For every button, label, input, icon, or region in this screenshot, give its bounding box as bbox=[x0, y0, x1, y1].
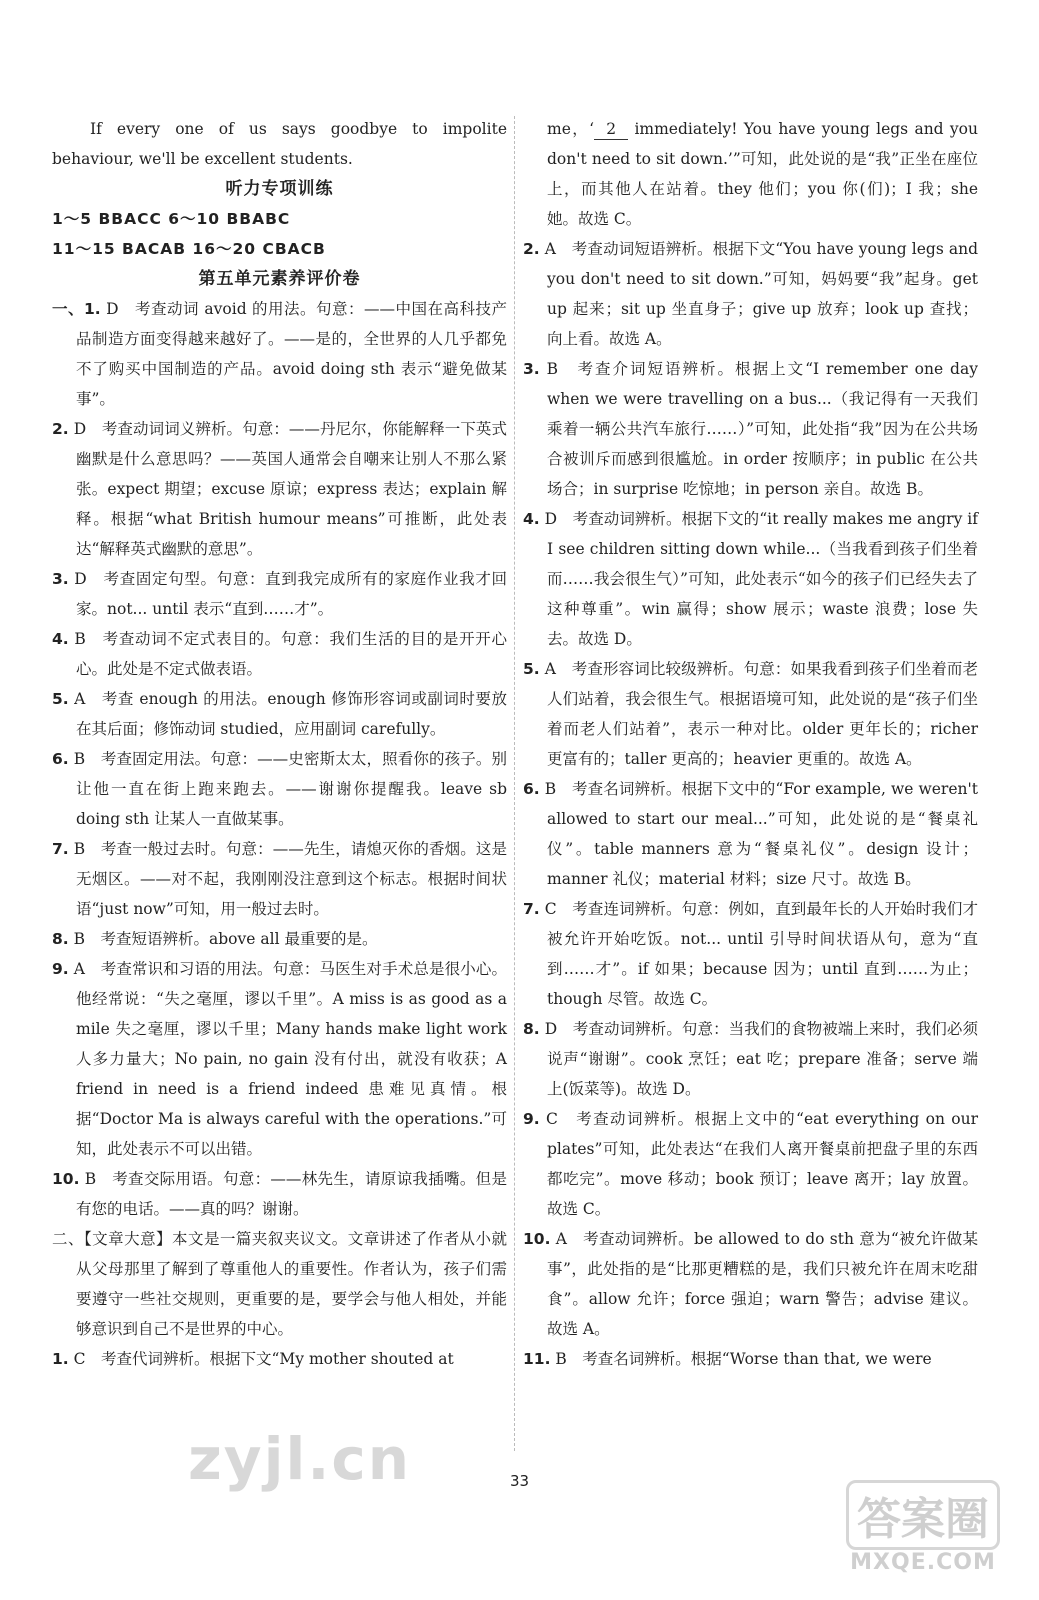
item-text: A 考查形容词比较级辨析。句意：如果我看到孩子们坐着而老人们站着，我会很生气。根据语境可知，此处说的是“孩子们坐着而老人们站着”，表示一种对比。older 更年长的；richer 更富有的；taller 更高的；heavier 更重的。故选 A。 bbox=[544, 660, 978, 768]
item-number: 一、1. bbox=[52, 300, 101, 318]
item-number: 3. bbox=[52, 570, 69, 588]
unit5-heading: 第五单元素养评价卷 bbox=[198, 269, 361, 289]
item-text: C 考查连词辨析。句意：例如，直到最年长的人开始时我们才被允许开始吃饭。not... until 引导时间状语从句，意为“直到……才”。if 如果；because 因为；until 直到……为止；though 尽管。故选 C。 bbox=[544, 900, 978, 1008]
item-text: B 考查介词短语辨析。根据上文“I remember one day when we were travelling on a bus...（我记得有一天我们乘着一辆公共汽车旅行……）”可知，此处指“我”因为在公共场合被训斥而感到很尴尬。in order 按顺序；in public 在公共场合；in surprise 吃惊地；in person 亲自。故选 B。 bbox=[546, 360, 978, 498]
answer-item bbox=[52, 684, 507, 744]
column-divider bbox=[514, 116, 515, 1451]
item-text: A 考查常识和习语的用法。句意：马医生对手术总是很小心。他经常说：“失之毫厘，谬以千里”。A miss is as good as a mile 失之毫厘，谬以千里；Many hands make light work 人多力量大；No pain, no gain 没有付出，就没有收获；A friend in need is a friend indeed 患难见真情。根据“Doctor Ma is always careful with the operations.”可知，此处表示不可以出错。 bbox=[73, 960, 507, 1158]
item-number: 4. bbox=[52, 630, 69, 648]
item-number: 2. bbox=[52, 420, 69, 438]
continued-text-start: me，‘ bbox=[547, 120, 595, 138]
item-text: B 考查固定用法。句意：——史密斯太太，照看你的孩子。别让他一直在街上跑来跑去。——谢谢你提醒我。leave sb doing sth 让某人一直做某事。 bbox=[73, 750, 507, 828]
item-number: 10. bbox=[523, 1230, 551, 1248]
answer-item bbox=[52, 924, 507, 954]
answer-item bbox=[52, 1164, 507, 1224]
item-text: B 考查名词辨析。根据“Worse than that, we were bbox=[555, 1350, 932, 1368]
item-number: 6. bbox=[52, 750, 69, 768]
item-number: 3. bbox=[523, 360, 540, 378]
item-text: A 考查动词短语辨析。根据下文“You have young legs and you don't need to sit down.”可知，妈妈要“我”起身。get up 起来；sit up 坐直身子；give up 放弃；look up 查找；向上看。故选 A。 bbox=[544, 240, 978, 348]
item-text: B 考查短语辨析。above all 最重要的是。 bbox=[73, 930, 378, 948]
answer-item bbox=[52, 954, 507, 1164]
item-number: 9. bbox=[52, 960, 69, 978]
part2-item-1 bbox=[52, 1344, 507, 1374]
answer-item bbox=[523, 504, 978, 654]
item-text: B 考查交际用语。句意：——林先生，请原谅我插嘴。但是有您的电话。——真的吗？谢谢。 bbox=[76, 1170, 507, 1218]
item-text: D 考查固定句型。句意：直到我完成所有的家庭作业我才回家。not... until 表示“直到……才”。 bbox=[74, 570, 507, 618]
item-number: 2. bbox=[523, 240, 540, 258]
item-number: 7. bbox=[523, 900, 540, 918]
item-text: D 考查动词辨析。根据下文的“it really makes me angry if I see children sitting down while...（当我看到孩子们坐着而……我会很生气）”可知，此处表示“如今的孩子们已经失去了这种尊重”。win 赢得；show 展示；waste 浪费；lose 失去。故选 D。 bbox=[544, 510, 978, 648]
answer-item bbox=[523, 654, 978, 774]
answer-item bbox=[523, 1344, 978, 1374]
item-text: C 考查动词辨析。根据上文中的“eat everything on our plates”可知，此处表达“在我们人离开餐桌前把盘子里的东西都吃完”。move 移动；book 预订；leave 离开；lay 放置。故选 C。 bbox=[546, 1110, 978, 1218]
item-number: 4. bbox=[523, 510, 540, 528]
item-number: 9. bbox=[523, 1110, 540, 1128]
continued-text-end: immediately! You have young legs and you don't need to sit down.’”可知，此处说的是“我”正坐在座位上，而其他人在站着。they 他们；you 你(们)；I 我；she 她。故选 C。 bbox=[547, 120, 978, 228]
item-number: 11. bbox=[523, 1350, 551, 1368]
item-number: 6. bbox=[523, 780, 540, 798]
answer-item bbox=[52, 834, 507, 924]
item-text: C 考查代词辨析。根据下文“My mother shouted at bbox=[73, 1350, 454, 1368]
answer-item bbox=[52, 744, 507, 834]
answer-item bbox=[523, 234, 978, 354]
answer-item bbox=[523, 1104, 978, 1224]
item-text: B 考查一般过去时。句意：——先生，请熄灭你的香烟。这是无烟区。——对不起，我刚刚没注意到这个标志。根据时间状语“just now”可知，用一般过去时。 bbox=[73, 840, 507, 918]
item-number: 8. bbox=[523, 1020, 540, 1038]
listening-answers-row-2: 11～15 BACAB 16～20 CBACB bbox=[52, 240, 326, 258]
answer-item bbox=[523, 354, 978, 504]
item-number: 5. bbox=[523, 660, 540, 678]
watermark-url: MXQE.COM bbox=[850, 1550, 996, 1575]
listening-answers-row-1: 1～5 BBACC 6～10 BBABC bbox=[52, 210, 291, 228]
item-text: B 考查名词辨析。根据下文中的“For example, we weren't allowed to start our meal...”可知，此处说的是“餐桌礼仪”。table manners 意为“餐桌礼仪”。design 设计；manner 礼仪；material 材料；size 尺寸。故选 B。 bbox=[544, 780, 978, 888]
answer-item bbox=[523, 1014, 978, 1104]
part2-item-1-continued bbox=[523, 114, 978, 234]
page-number: 33 bbox=[509, 1472, 530, 1490]
item-number: 7. bbox=[52, 840, 69, 858]
part1-answer-list bbox=[52, 294, 507, 1224]
item-number: 10. bbox=[52, 1170, 80, 1188]
right-column bbox=[523, 114, 978, 1374]
left-column bbox=[52, 114, 507, 1374]
watermark-zyjl: zyjl.cn bbox=[188, 1425, 412, 1493]
item-text: A 考查动词辨析。be allowed to do sth 意为“被允许做某事”，此处指的是“比那更糟糕的是，我们只被允许在周末吃甜食”。allow 允许；force 强迫；warn 警告；advise 建议。故选 A。 bbox=[547, 1230, 978, 1338]
item-text: D 考查动词词义辨析。句意：——丹尼尔，你能解释一下英式幽默是什么意思吗？——英国人通常会自嘲来让别人不那么紧张。expect 期望；excuse 原谅；express 表达；explain 解释。根据“what British humour means”可推断，此处表达“解释英式幽默的意思”。 bbox=[73, 420, 507, 558]
answer-item bbox=[523, 894, 978, 1014]
part2-intro: 二、【文章大意】本文是一篇夹叙夹议文。文章讲述了作者从小就从父母那里了解到了尊重他人的重要性。作者认为，孩子们需要遵守一些社交规则，更重要的是，要学会与他人相处，并能够意识到自己不是世界的中心。 bbox=[52, 1230, 507, 1338]
item-text: A 考查 enough 的用法。enough 修饰形容词或副词时要放在其后面；修饰动词 studied，应用副词 carefully。 bbox=[74, 690, 507, 738]
answer-item bbox=[52, 624, 507, 684]
answer-item bbox=[523, 1224, 978, 1344]
item-number: 8. bbox=[52, 930, 69, 948]
answer-item bbox=[523, 774, 978, 894]
item-number: 5. bbox=[52, 690, 69, 708]
answer-item bbox=[52, 414, 507, 564]
item-text: D 考查动词 avoid 的用法。句意：——中国在高科技产品制造方面变得越来越好了。——是的，全世界的人几乎都免不了购买中国制造的产品。avoid doing sth 表示“避免做某事”。 bbox=[76, 300, 507, 408]
item-text: D 考查动词辨析。句意：当我们的食物被端上来时，我们必须说声“谢谢”。cook 烹饪；eat 吃；prepare 准备；serve 端上(饭菜等)。故选 D。 bbox=[544, 1020, 978, 1098]
item-number: 1. bbox=[52, 1350, 69, 1368]
watermark-mxqe bbox=[833, 1480, 1013, 1590]
answer-item bbox=[52, 564, 507, 624]
intro-paragraph: If every one of us says goodbye to impolite behaviour, we'll be excellent students. bbox=[52, 120, 507, 168]
watermark-logo: 答案圈 bbox=[846, 1480, 1000, 1550]
answer-item bbox=[52, 294, 507, 414]
listening-heading: 听力专项训练 bbox=[225, 179, 334, 199]
answer-blank: 2 bbox=[594, 119, 628, 140]
part2-answer-list bbox=[523, 234, 978, 1374]
item-text: B 考查动词不定式表目的。句意：我们生活的目的是开开心心。此处是不定式做表语。 bbox=[74, 630, 507, 678]
